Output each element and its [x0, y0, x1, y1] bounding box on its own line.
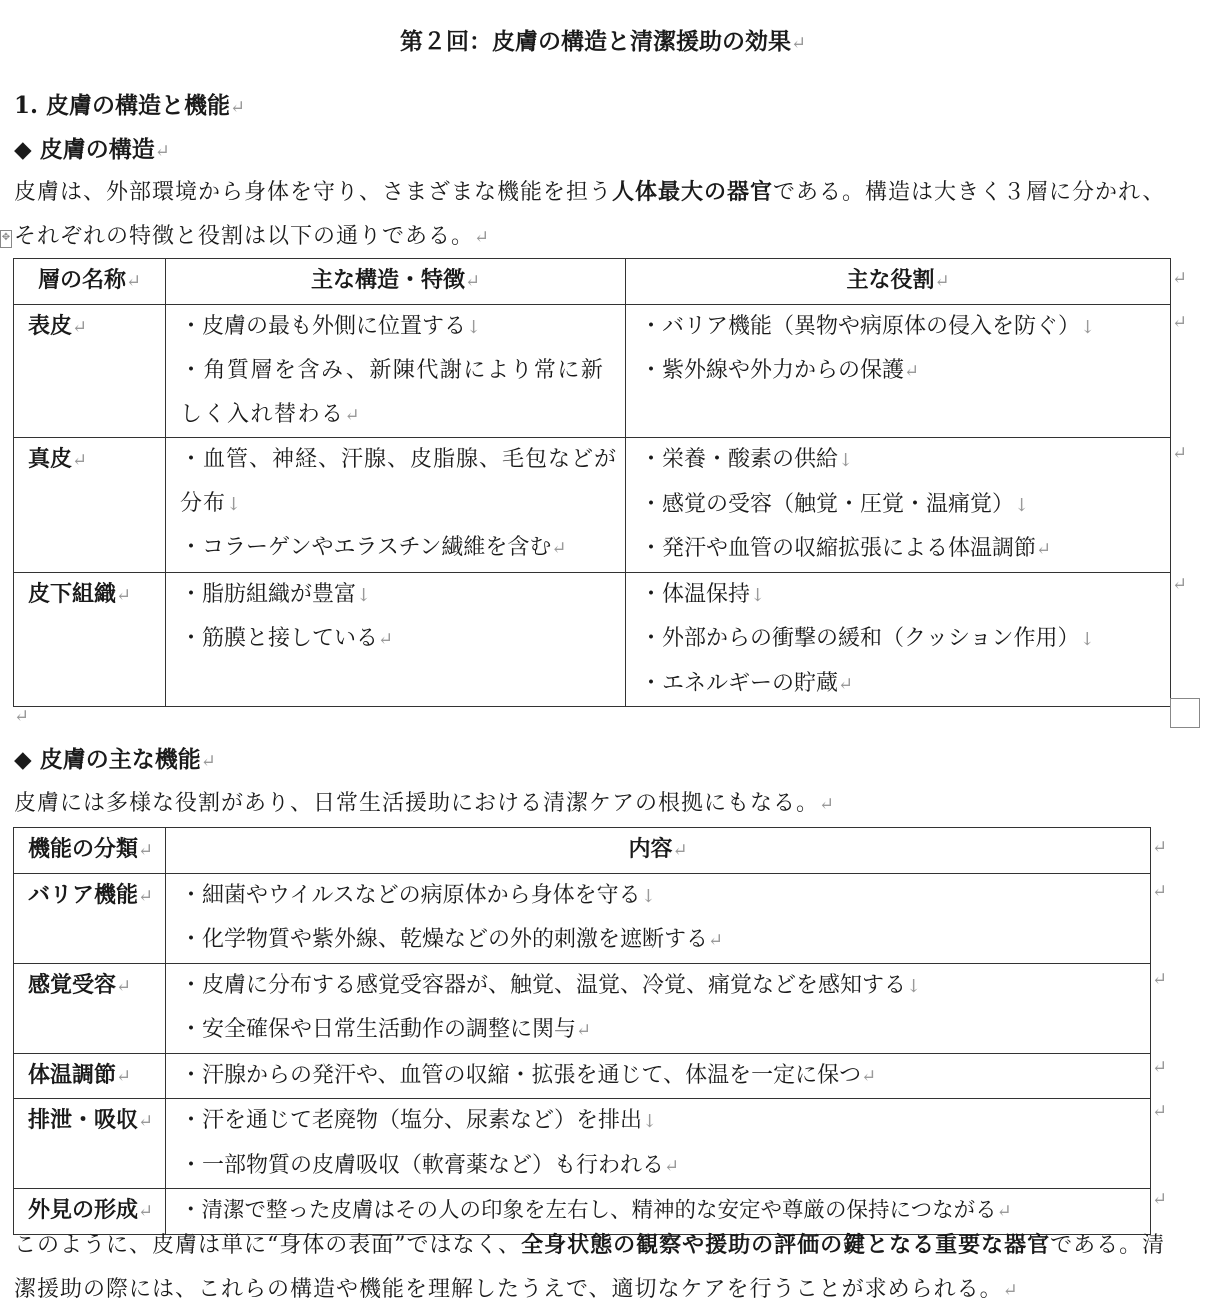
- roles-cell: ・栄養・酸素の供給↓ ・感覚の受容（触覚・圧覚・温痛覚）↓ ・発汗や血管の収縮拡張による体温調節↵: [626, 438, 1171, 573]
- document-title: 第２回：皮膚の構造と清潔援助の効果↵: [399, 28, 807, 55]
- roles-cell: ・体温保持↓ ・外部からの衝撃の緩和（クッション作用）↓ ・エネルギーの貯蔵↵: [626, 572, 1171, 707]
- function-intro: 皮膚には多様な役割があり、日常生活援助における清潔ケアの根拠にもなる。↵: [14, 791, 836, 816]
- features-cell: ・皮膚の最も外側に位置する↓ ・角質層を含み、新陳代謝により常に新しく入れ替わる↵: [166, 304, 626, 438]
- features-cell: ・血管、神経、汗腺、皮脂腺、毛包などが分布↓ ・コラーゲンやエラスチン繊維を含む↵: [166, 438, 626, 573]
- section-heading: 1. 皮膚の構造と機能↵: [14, 92, 246, 119]
- content-cell: ・汗を通じて老廃物（塩分、尿素など）を排出↓ ・一部物質の皮膚吸収（軟膏薬など）も行われる↵: [166, 1099, 1151, 1189]
- layer-name-cell: 表皮↵: [14, 304, 166, 438]
- table-row: [14, 304, 1171, 438]
- features-cell: ・脂肪組織が豊富↓ ・筋膜と接している↵: [166, 572, 626, 707]
- intro-paragraph: 皮膚は、外部環境から身体を守り、さまざまな機能を担う人体最大の器官である。構造は大きく３層に分かれ、それぞれの特徴と役割は以下の通りである。↵: [14, 179, 1166, 249]
- layer-name-cell: 真皮↵: [14, 438, 166, 573]
- subheading-function: ◆ 皮膚の主な機能↵: [14, 746, 216, 773]
- function-table: [13, 827, 1151, 1235]
- layer-name-cell: 皮下組織↵: [14, 572, 166, 707]
- header-cell: 主な役割↵: [626, 259, 1171, 305]
- table-row: [14, 572, 1171, 707]
- table-row: [14, 1053, 1151, 1099]
- content-cell: ・清潔で整った皮膚はその人の印象を左右し、精神的な安定や尊厳の保持につながる↵: [166, 1189, 1151, 1235]
- category-cell: 外見の形成↵: [14, 1189, 166, 1235]
- header-cell: 層の名称↵: [14, 259, 166, 305]
- table-row: [14, 873, 1151, 963]
- table-row: [14, 1099, 1151, 1189]
- subheading-structure: ◆ 皮膚の構造↵: [14, 136, 170, 163]
- table-row: [14, 963, 1151, 1053]
- table-header-row: [14, 259, 1171, 305]
- category-cell: バリア機能↵: [14, 873, 166, 963]
- table-resize-handle[interactable]: [1170, 698, 1200, 728]
- content-cell: ・皮膚に分布する感覚受容器が、触覚、温覚、冷覚、痛覚などを感知する↓ ・安全確保や日常生活動作の調整に関与↵: [166, 963, 1151, 1053]
- content-cell: ・汗腺からの発汗や、血管の収縮・拡張を通じて、体温を一定に保つ↵: [166, 1053, 1151, 1099]
- conclusion-paragraph: このように、皮膚は単に“身体の表面”ではなく、全身状態の観察や援助の評価の鍵となる重要な器官である。清潔援助の際には、これらの構造や機能を理解したうえで、適切なケアを行うことが求められる。↵: [14, 1232, 1166, 1302]
- header-cell: 機能の分類↵: [14, 828, 166, 874]
- header-cell: 内容↵: [166, 828, 1151, 874]
- category-cell: 感覚受容↵: [14, 963, 166, 1053]
- table-header-row: [14, 828, 1151, 874]
- category-cell: 体温調節↵: [14, 1053, 166, 1099]
- category-cell: 排泄・吸収↵: [14, 1099, 166, 1189]
- content-cell: ・細菌やウイルスなどの病原体から身体を守る↓ ・化学物質や紫外線、乾燥などの外的刺激を遮断する↵: [166, 873, 1151, 963]
- structure-table: [13, 258, 1171, 707]
- roles-cell: ・バリア機能（異物や病原体の侵入を防ぐ）↓ ・紫外線や外力からの保護↵: [626, 304, 1171, 438]
- table-row: [14, 438, 1171, 573]
- table-move-handle-icon[interactable]: ✥: [0, 230, 12, 248]
- header-cell: 主な構造・特徴↵: [166, 259, 626, 305]
